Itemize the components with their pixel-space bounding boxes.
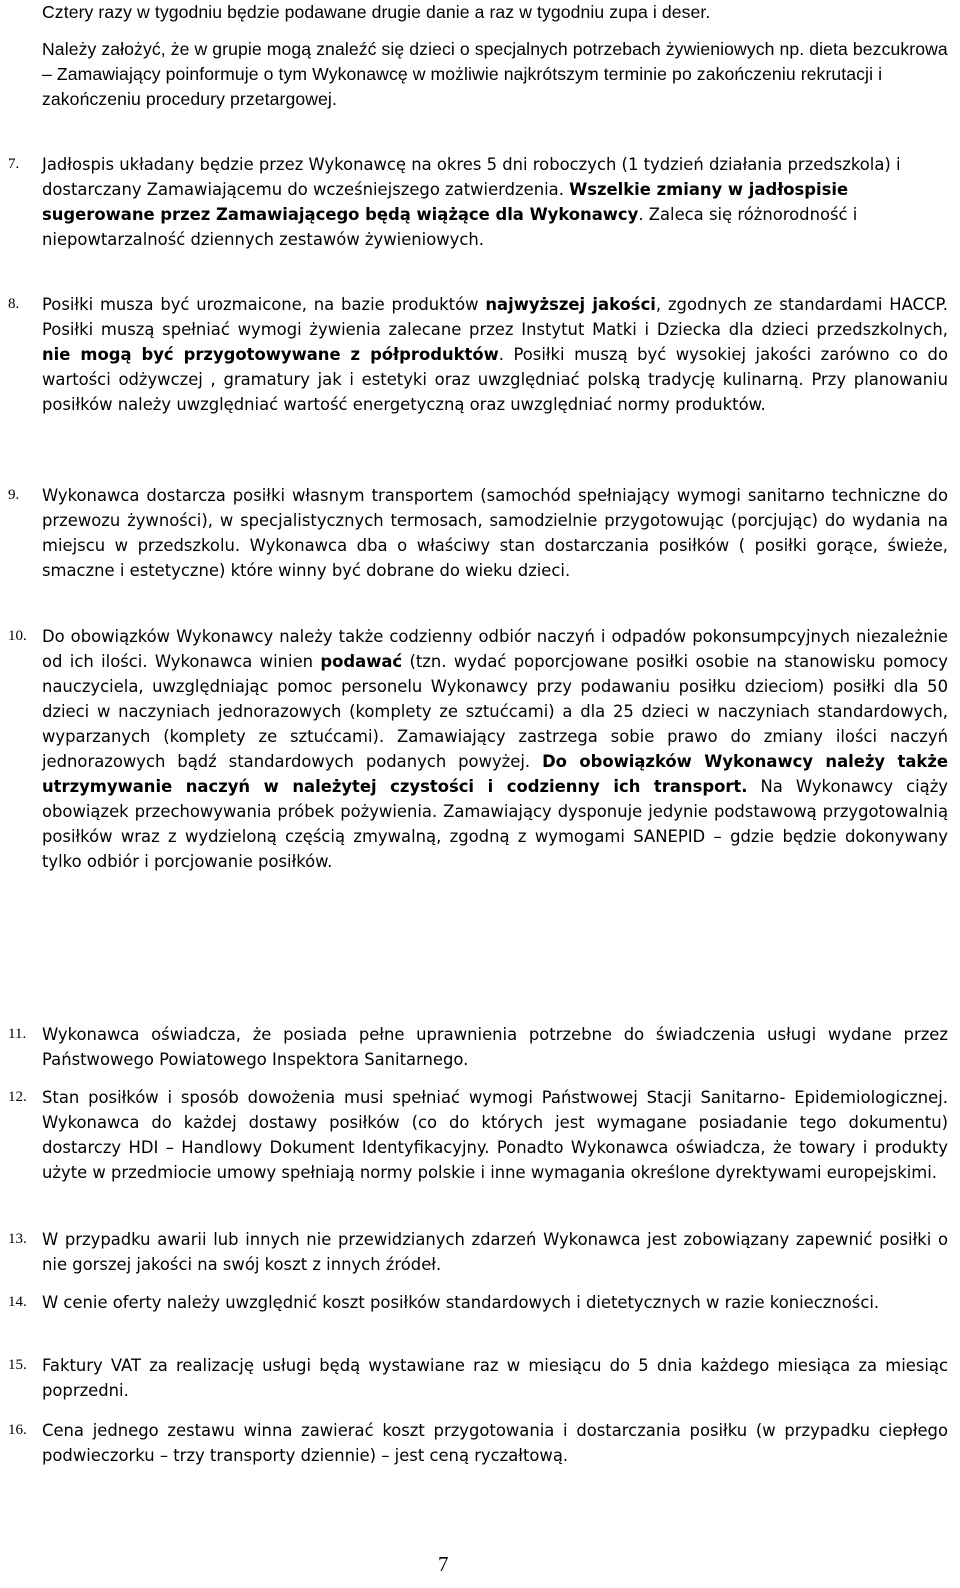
list-item-number: 11. [8, 1026, 27, 1042]
list-item-7: 7. Jadłospis układany będzie przez Wykonawcę na okres 5 dni roboczych (1 tydzień działania przedszkola) i dostarczany Zamawiającemu do wcześniejszego zatwierdzenia. Wszelkie zmiany w jadłospisie sugerowane przez Zamawiającego będą wiążące dla Wykonawcy. Zaleca się różnorodność i niepowtarzalność dziennych zestawów żywieniowych. [42, 152, 948, 252]
list-item-14: 14. W cenie oferty należy uwzględnić koszt posiłków standardowych i dietetycznych w razie konieczności. [42, 1290, 948, 1315]
intro-paragraph-1: Cztery razy w tygodniu będzie podawane drugie danie a raz w tygodniu zupa i deser. [42, 2, 711, 22]
list-item-12: 12. Stan posiłków i sposób dowożenia musi spełniać wymogi Państwowej Stacji Sanitarno- Epidemiologicznej. Wykonawca do każdej dostawy posiłków (co do których jest wymagane posiadanie tego dokumentu) dostarczy HDI – Handlowy Dokument Identyfikacyjny. Ponadto Wykonawca oświadcza, że towary i produkty użyte w przedmiocie umowy spełniają normy polskie i inne wymagania określone dyrektywami europejskimi. [42, 1085, 948, 1185]
list-item-11: 11. Wykonawca oświadcza, że posiada pełne uprawnienia potrzebne do świadczenia usługi wydane przez Państwowego Powiatowego Inspektora Sanitarnego. [42, 1022, 948, 1072]
list-item-number: 16. [8, 1422, 27, 1438]
list-item-number: 7. [8, 156, 20, 172]
list-item-number: 9. [8, 487, 20, 503]
list-item-number: 14. [8, 1294, 27, 1310]
list-item-number: 13. [8, 1231, 27, 1247]
list-item-13: 13. W przypadku awarii lub innych nie przewidzianych zdarzeń Wykonawca jest zobowiązany zapewnić posiłki o nie gorszej jakości na swój koszt z innych źródeł. [42, 1227, 948, 1277]
list-item-9: 9. Wykonawca dostarcza posiłki własnym transportem (samochód spełniający wymogi sanitarno techniczne do przewozu żywności), w specjalistycznych termosach, samodzielnie przygotowując (porcjując) do wydania na miejscu w przedszkolu. Wykonawca dba o właściwy stan dostarczania posiłków ( posiłki gorące, świeże, smaczne i estetyczne) które winny być dobrane do wieku dzieci. [42, 483, 948, 583]
list-item-number: 15. [8, 1357, 27, 1373]
page-number: 7 [438, 1552, 449, 1576]
list-item-16: 16. Cena jednego zestawu winna zawierać koszt przygotowania i dostarczania posiłku (w przypadku ciepłego podwieczorku – trzy transporty dziennie) – jest ceną ryczałtową. [42, 1418, 948, 1468]
list-item-8: 8. Posiłki musza być urozmaicone, na bazie produktów najwyższej jakości, zgodnych ze standardami HACCP. Posiłki muszą spełniać wymogi żywienia zalecane przez Instytut Matki i Dziecka dla dzieci przedszkolnych, nie mogą być przygotowywane z półproduktów. Posiłki muszą być wysokiej jakości zarówno co do wartości odżywczej , gramatury jak i estetyki oraz uwzględniać polską tradycję kulinarną. Przy planowaniu posiłków należy uwzględniać wartość energetyczną oraz uwzględniać normy produktów. [42, 292, 948, 417]
list-item-number: 8. [8, 296, 20, 312]
list-item-10: 10. Do obowiązków Wykonawcy należy także codzienny odbiór naczyń i odpadów pokonsumpcyjnych niezależnie od ich ilości. Wykonawca winien podawać (tzn. wydać poporcjowane posiłki osobie na stanowisku pomocy nauczyciela, uwzględniając pomoc personelu Wykonawcy przy podawaniu posiłku dzieciom) posiłki dla 50 dzieci w naczyniach jednorazowych (komplety ze sztućcami) a dla 25 dzieci w naczyniach standardowych, wyparzanych (komplety ze sztućcami). Zamawiający zastrzega sobie prawo do zmiany ilości naczyń jednorazowych bądź standardowych podanych powyżej. Do obowiązków Wykonawcy należy także utrzymywanie naczyń w należytej czystości i codzienny ich transport. Na Wykonawcy ciąży obowiązek przechowywania próbek pożywienia. Zamawiający dysponuje jedynie podstawową przygotowalnią posiłków wraz z wydzieloną częścią zmywalną, zgodną z wymogami SANEPID – gdzie będzie dokonywany tylko odbiór i porcjowanie posiłków. [42, 624, 948, 874]
list-item-number: 12. [8, 1089, 27, 1105]
intro-paragraph-2: Należy założyć, że w grupie mogą znaleźć się dzieci o specjalnych potrzebach żywieniowych np. dieta bezcukrowa – Zamawiający poinformuje o tym Wykonawcę w możliwie najkrótszym terminie po zakończeniu rekrutacji i zakończeniu procedury przetargowej. [42, 39, 948, 109]
list-item-15: 15. Faktury VAT za realizację usługi będą wystawiane raz w miesiącu do 5 dnia każdego miesiąca za miesiąc poprzedni. [42, 1353, 948, 1403]
list-item-number: 10. [8, 628, 27, 644]
